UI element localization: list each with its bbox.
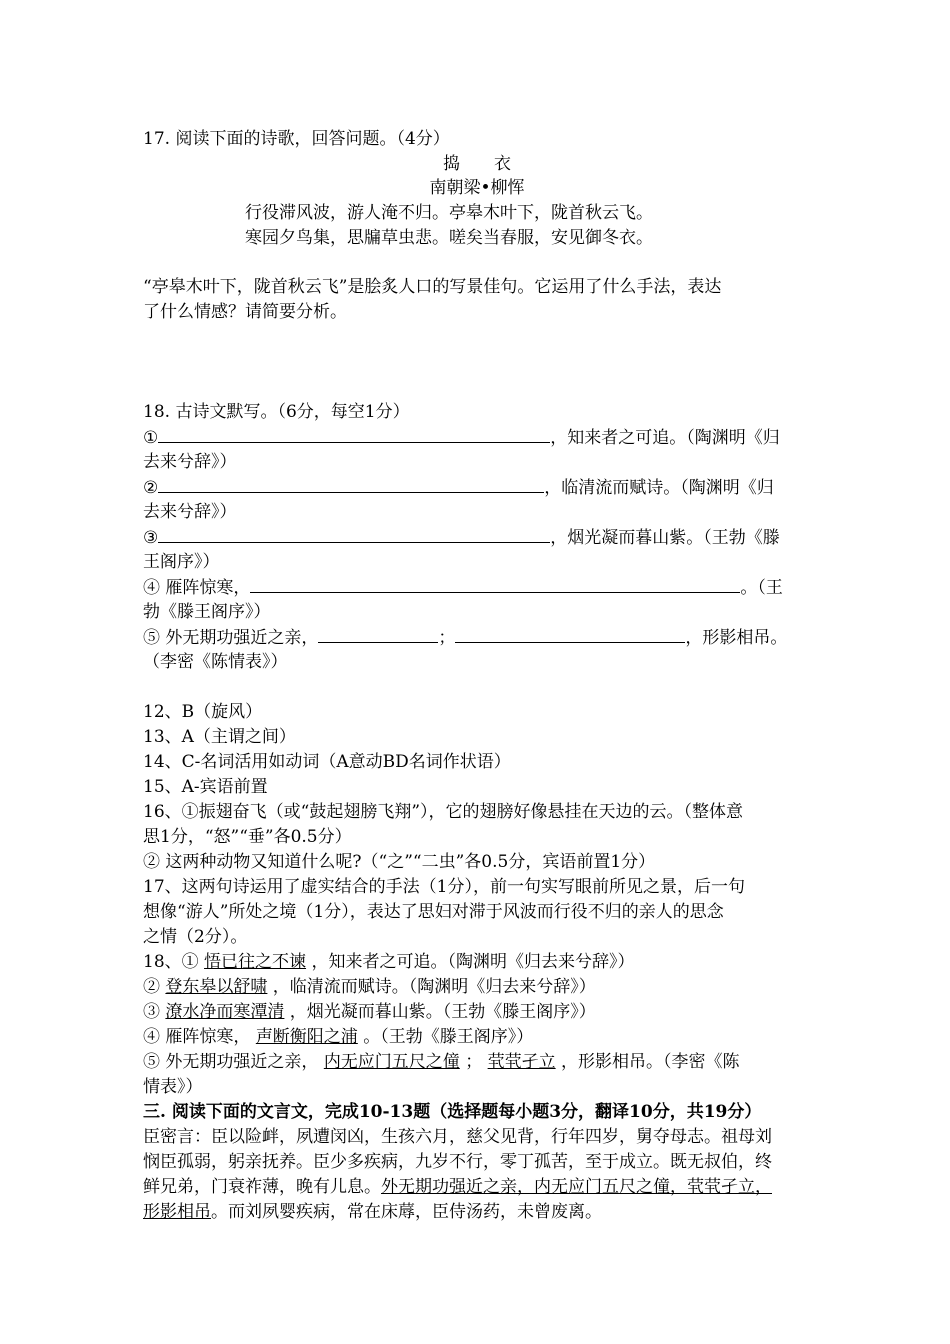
q18-item-4 (143, 575, 783, 600)
item-separator: ； (438, 628, 456, 648)
answer-16-line-1: 16、①振翅奋飞（或“鼓起翅膀飞翔”），它的翅膀好像悬挂在天边的云。（整体意 (143, 802, 744, 822)
item-marker: ① (143, 428, 159, 448)
item-head: ④ 雁阵惊寒， (143, 578, 251, 598)
passage-underlined: 外无期功强近之亲，内无应门五尺之僮，茕茕孑立， (381, 1177, 772, 1197)
item-head: ⑤ 外无期功强近之亲， (143, 628, 319, 648)
answer-fill: 内无应门五尺之僮 (323, 1052, 460, 1072)
answer-fill: 悟已往之不谏 (204, 952, 307, 972)
item-tail: ，形影相吊。 (685, 628, 788, 648)
answer-13: 13、A（主谓之间） (143, 727, 296, 747)
fill-blank[interactable] (318, 625, 438, 643)
answer-16-line-3: ② 这两种动物又知道什么呢?（“之”“二虫”各0.5分，宾语前置1分） (143, 852, 656, 872)
q17-question-line-1: “亭皋木叶下，陇首秋云飞”是脍炙人口的写景佳句。它运用了什么手法，表达 (143, 277, 722, 297)
item-tail: ，临清流而赋诗。（陶渊明《归 (544, 478, 774, 498)
answer-17-line-1: 17、这两句诗运用了虚实结合的手法（1分），前一句实写眼前所见之景，后一句 (143, 877, 745, 897)
q18-item-3 (143, 525, 780, 550)
answer-18-item-2 (143, 975, 596, 1000)
answer-fill: 登东皋以舒啸 (165, 977, 268, 997)
q18-item-2-cont: 去来兮辞》） (143, 502, 237, 522)
item-marker: ③ (143, 528, 159, 548)
passage-text: 鲜兄弟，门衰祚薄，晚有儿息。 (143, 1177, 381, 1197)
item-tail: ，知来者之可追。（陶渊明《归 (550, 428, 780, 448)
passage-line-2: 悯臣孤弱，躬亲抚养。臣少多疾病，九岁不行，零丁孤苦，至于成立。既无叔伯，终 (143, 1152, 772, 1172)
answer-tail: 。（王勃《滕王阁序》） (357, 1027, 534, 1047)
answer-tail: ，知来者之可追。（陶渊明《归去来兮辞》） (306, 952, 635, 972)
answer-fill: 潦水净而寒潭清 (165, 1002, 285, 1022)
item-marker: ② (143, 478, 159, 498)
answer-12: 12、B（旋风） (143, 702, 263, 722)
q18-item-1-cont: 去来兮辞》） (143, 452, 237, 472)
answer-separator: ； (459, 1052, 488, 1072)
q18-item-3-cont: 王阁序》） (143, 552, 220, 572)
answer-18-item-4 (143, 1025, 533, 1050)
answer-18-item-1 (143, 950, 634, 975)
answer-18-item-3 (143, 1000, 596, 1025)
fill-blank[interactable] (158, 425, 550, 443)
fill-blank[interactable] (158, 475, 544, 493)
poem-title: 捣 衣 (443, 154, 511, 174)
answer-fill: 茕茕孑立 (487, 1052, 556, 1072)
passage-line-1: 臣密言：臣以险衅，夙遭闵凶，生孩六月，慈父见背，行年四岁，舅夺母志。祖母刘 (143, 1127, 772, 1147)
q18-item-2 (143, 475, 774, 500)
answer-head: ② (143, 977, 166, 997)
answer-tail: ，临清流而赋诗。（陶渊明《归去来兮辞》） (267, 977, 596, 997)
poem-line-2: 寒园夕鸟集，思牖草虫悲。嗟矣当春服，安见御冬衣。 (245, 228, 653, 248)
poem-author: 南朝梁•柳恽 (429, 178, 525, 198)
fill-blank[interactable] (158, 525, 550, 543)
passage-line-3 (143, 1175, 772, 1200)
answer-head: 18、① (143, 952, 205, 972)
answer-18-item-5-cont: 情表》） (143, 1077, 203, 1097)
item-tail: ，烟光凝而暮山紫。（王勃《滕 (550, 528, 780, 548)
answer-fill: 声断衡阳之浦 (255, 1027, 358, 1047)
answer-15: 15、A-宾语前置 (143, 777, 268, 797)
answer-head: ④ 雁阵惊寒， (143, 1027, 256, 1047)
passage-text: 。而刘夙婴疾病，常在床蓐，臣侍汤药，未曾废离。 (211, 1202, 602, 1222)
section-3-header: 三. 阅读下面的文言文，完成10-13题（选择题每小题3分，翻译10分，共19分） (143, 1102, 762, 1122)
q18-item-4-cont: 勃《滕王阁序》） (143, 602, 271, 622)
q18-item-5-cont: （李密《陈情表》） (143, 652, 288, 672)
passage-underlined: 形影相吊 (143, 1202, 211, 1222)
q17-question-line-2: 了什么情感？请简要分析。 (143, 302, 347, 322)
poem-line-1: 行役滞风波，游人淹不归。亭皋木叶下，陇首秋云飞。 (245, 203, 653, 223)
answer-tail: ，烟光凝而暮山紫。（王勃《滕王阁序》） (284, 1002, 596, 1022)
q18-item-5 (143, 625, 787, 650)
answer-tail: ，形影相吊。（李密《陈 (555, 1052, 740, 1072)
passage-line-4 (143, 1200, 602, 1225)
item-tail: 。（王 (740, 578, 783, 598)
answer-18-item-5 (143, 1050, 740, 1075)
answer-head: ③ (143, 1002, 166, 1022)
answer-17-line-2: 想像“游人”所处之境（1分），表达了思妇对滞于风波而行役不归的亲人的思念 (143, 902, 724, 922)
answer-17-line-3: 之情（2分）。 (143, 927, 248, 947)
answer-16-line-2: 思1分，“怒”“垂”各0.5分） (143, 827, 352, 847)
answer-head: ⑤ 外无期功强近之亲， (143, 1052, 324, 1072)
q17-header: 17. 阅读下面的诗歌，回答问题。（4分） (143, 129, 450, 149)
q18-item-1 (143, 425, 780, 450)
fill-blank[interactable] (455, 625, 685, 643)
answer-14: 14、C-名词活用如动词（A意动BD名词作状语） (143, 752, 511, 772)
q18-header: 18. 古诗文默写。（6分，每空1分） (143, 402, 410, 422)
fill-blank[interactable] (250, 575, 740, 593)
